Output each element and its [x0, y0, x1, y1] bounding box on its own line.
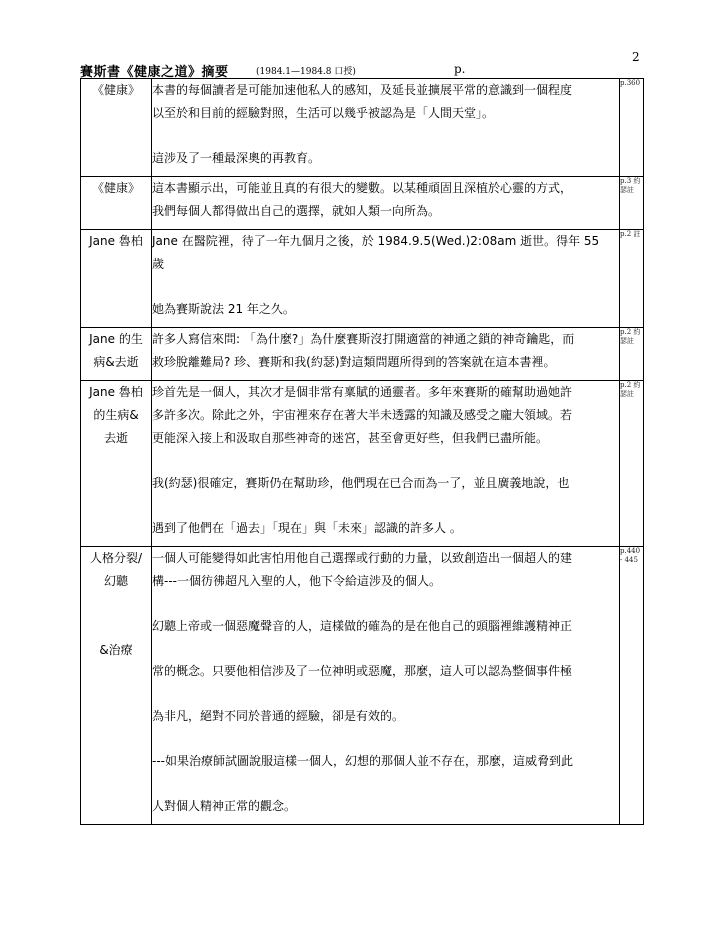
topic-line — [81, 616, 151, 639]
content-line: 多許多次。除此之外，宇宙裡來存在著大半未透露的知識及感受之龐大領域。若 — [152, 408, 573, 422]
topic-line: 幻聽 — [103, 574, 128, 588]
content-line: 構---一個彷彿超凡入聖的人，他下令給這涉及的個人。 — [152, 574, 441, 588]
content-cell — [152, 177, 620, 230]
content-line: 許多人寫信來問: 「為什麼?」為什麼賽斯沒打開適當的神通之鎖的神奇鑰匙，而 — [152, 332, 575, 346]
table-row — [81, 381, 644, 547]
content-line: 遇到了他們在「過去」「現在」與「未來」認識的許多人 。 — [152, 521, 462, 535]
summary-table — [80, 78, 644, 825]
content-cell — [152, 230, 620, 328]
table-row — [81, 230, 644, 328]
content-line: 常的概念。只要他相信涉及了一位神明或惡魔，那麼，這人可以認為整個事件極 — [152, 664, 573, 678]
content-cell — [152, 381, 620, 547]
table-row — [81, 547, 644, 825]
content-line: 這涉及了一種最深奧的再教育。 — [152, 151, 321, 165]
document-title: 賽斯書《健康之道》摘要 — [80, 65, 229, 80]
paragraph-gap — [152, 450, 619, 472]
paragraph-gap — [152, 593, 619, 615]
paragraph-gap — [152, 773, 619, 795]
content-cell — [152, 79, 620, 177]
topic-cell — [81, 381, 152, 547]
content-cell — [152, 547, 620, 825]
content-line: 她為賽斯說法 21 年之久。 — [152, 302, 295, 316]
topic-line — [81, 593, 151, 616]
page-reference: p.2 約瑟註 — [620, 328, 644, 381]
content-line: 一個人可能變得如此害怕用他自己選擇或行動的力量，以致創造出一個超人的建 — [152, 551, 573, 565]
topic-line: 《健康》 — [91, 83, 140, 97]
topic-line: Jane 魯柏 — [89, 385, 143, 399]
paragraph-gap — [152, 495, 619, 517]
page-number: 2 — [632, 50, 640, 64]
page-reference: p.360 — [620, 79, 644, 177]
content-line: 以至於和目前的經驗對照，生活可以幾乎被認為是「人間天堂」。 — [152, 106, 495, 120]
content-line: ---如果治療師試圖說服這樣一個人，幻想的那個人並不存在，那麼，這威脅到此 — [152, 754, 573, 768]
topic-cell — [81, 547, 152, 825]
topic-cell — [81, 177, 152, 230]
topic-line: 《健康》 — [91, 181, 140, 195]
content-line: Jane 在醫院裡，待了一年九個月之後，於 1984.9.5(Wed.)2:08am 逝世。得年 55 — [152, 234, 600, 248]
paragraph-gap — [152, 638, 619, 660]
page-reference: p.440 - 445 — [620, 547, 644, 825]
topic-line: &治療 — [99, 643, 133, 657]
paragraph-gap — [152, 683, 619, 705]
content-line: 珍首先是一個人，其次才是個非常有稟賦的通靈者。多年來賽斯的確幫助過她許 — [152, 385, 573, 399]
paragraph-gap — [152, 276, 619, 298]
table-row — [81, 328, 644, 381]
document-header — [80, 61, 640, 80]
content-line: 歲 — [152, 257, 165, 271]
page-mark: p. — [454, 62, 466, 76]
content-line: 本書的每個讀者是可能加速他私人的感知，及延長並擴展平常的意識到一個程度 — [152, 83, 573, 97]
topic-line: 人格分裂/ — [89, 551, 143, 565]
paragraph-gap — [152, 125, 619, 147]
paragraph-gap — [152, 728, 619, 750]
topic-cell — [81, 79, 152, 177]
content-line: 救珍脫離難局? 珍、賽斯和我(約瑟)對這類問題所得到的答案就在這本書裡。 — [152, 355, 556, 369]
dictation-dates: (1984.1—1984.8 口授) — [256, 67, 356, 77]
page-reference: p.2 註 — [620, 230, 644, 328]
content-cell — [152, 328, 620, 381]
topic-line: 病&去逝 — [93, 355, 139, 369]
content-line: 為非凡，絕對不同於普通的經驗，卻是有效的。 — [152, 709, 405, 723]
topic-line: Jane 魯柏 — [89, 234, 143, 248]
content-line: 我們每個人都得做出自己的選擇，就如人類一向所為。 — [152, 204, 441, 218]
content-line: 人對個人精神正常的觀念。 — [152, 799, 297, 813]
topic-cell — [81, 328, 152, 381]
content-line: 幻聽上帝或一個惡魔聲音的人，這樣做的確為的是在他自己的頭腦裡維護精神正 — [152, 619, 573, 633]
page-reference: p.3 約瑟註 — [620, 177, 644, 230]
table-row — [81, 79, 644, 177]
page-reference: p.2 約瑟註 — [620, 381, 644, 547]
topic-line: 的生病& — [93, 408, 139, 422]
topic-cell — [81, 230, 152, 328]
table-row — [81, 177, 644, 230]
content-line: 更能深入接上和汲取自那些神奇的迷宮，甚至會更好些，但我們已盡所能。 — [152, 431, 549, 445]
content-line: 這本書顯示出，可能並且真的有很大的變數。以某種頑固且深植於心靈的方式， — [152, 181, 573, 195]
topic-line: Jane 的生 — [89, 332, 143, 346]
content-line: 我(約瑟)很確定，賽斯仍在幫助珍，他們現在已合而為一了，並且廣義地說，也 — [152, 476, 570, 490]
topic-line: 去逝 — [103, 431, 128, 445]
